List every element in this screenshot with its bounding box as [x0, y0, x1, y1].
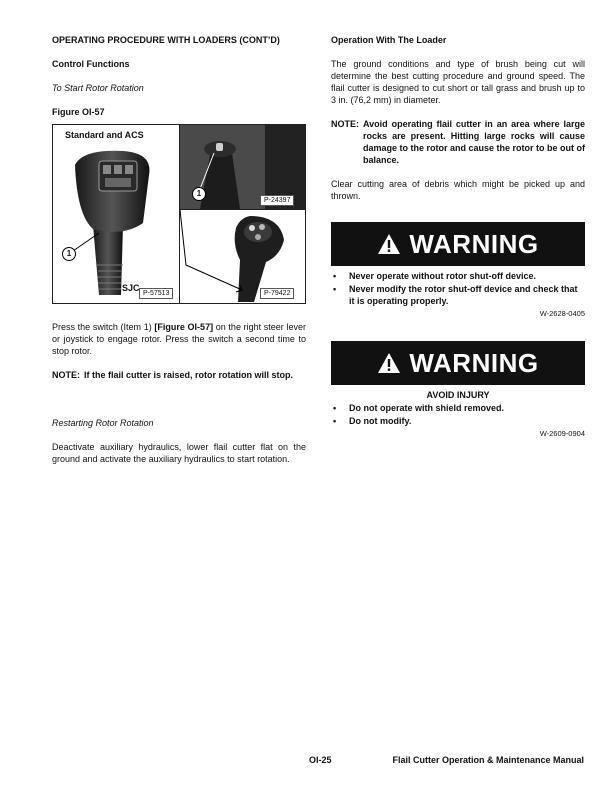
- figure-label-standard-acs: Standard and ACS: [65, 130, 144, 140]
- bullet-text: Do not operate with shield removed.: [349, 403, 505, 413]
- bullet-text: Never operate without rotor shut-off device.: [349, 271, 537, 281]
- press-text-a: Press the switch (Item 1): [52, 322, 155, 332]
- section-heading: OPERATING PROCEDURE WITH LOADERS (CONT’D): [52, 35, 280, 45]
- press-text-b: on the right steer lever or joystick to engage rotor. Press the switch a second time to stop rotor.: [52, 322, 306, 356]
- figure-title: Figure OI-57: [52, 107, 105, 117]
- warning-triangle-icon: [377, 233, 401, 255]
- bullet-text: Never modify the rotor shut-off device and check that it is operating properly.: [349, 284, 578, 306]
- figure-oi-57: [52, 124, 306, 304]
- warning-title: WARNING: [409, 348, 539, 378]
- warning-code: W-2609-0904: [539, 429, 585, 438]
- warning-bullet: • Never operate without rotor shut-off device.: [331, 270, 585, 282]
- bullet-text: Do not modify.: [349, 416, 412, 426]
- warning-box-1: [331, 222, 585, 319]
- standard-acs-photo: [53, 125, 180, 303]
- warning-bullet: • Do not modify.: [331, 415, 585, 427]
- figure-reference: [Figure OI-57]: [154, 322, 214, 332]
- clear-debris-paragraph: Clear cutting area of debris which might be picked up and thrown.: [331, 179, 585, 201]
- warning-header: [331, 222, 585, 266]
- note-tag: NOTE:: [52, 370, 80, 380]
- note-rotor-stop: [52, 369, 306, 381]
- manual-title: Flail Cutter Operation & Maintenance Manual: [392, 755, 584, 765]
- right-column: [331, 34, 585, 439]
- left-column: [52, 34, 306, 465]
- photo-code-p57513: P-57513: [139, 288, 173, 299]
- page-number: OI-25: [309, 755, 332, 765]
- warning-title: WARNING: [409, 229, 539, 259]
- note-tag: NOTE:: [331, 119, 359, 129]
- warning-box-2: [331, 341, 585, 439]
- warning-code: W-2628-0405: [539, 309, 585, 318]
- photo-code-p24397: P-24397: [260, 195, 294, 206]
- warning-subtitle: AVOID INJURY: [426, 390, 490, 400]
- operation-heading: Operation With The Loader: [331, 35, 447, 45]
- warning-header: [331, 341, 585, 385]
- warning-bullet: • Never modify the rotor shut-off device and check that it is operating properly.: [331, 283, 585, 307]
- restarting-subheading: Restarting Rotor Rotation: [52, 418, 154, 428]
- lever-handle-illustration: [53, 125, 179, 303]
- press-switch-paragraph: [52, 321, 306, 357]
- to-start-subheading: To Start Rotor Rotation: [52, 83, 144, 93]
- callout-1-standard: 1: [62, 247, 76, 261]
- restart-paragraph: Deactivate auxiliary hydraulics, lower flail cutter flat on the ground and activate the auxiliary hydraulics to start rotation.: [52, 442, 306, 464]
- control-functions-heading: Control Functions: [52, 59, 130, 69]
- note-text: If the flail cutter is raised, rotor rotation will stop.: [84, 370, 294, 380]
- callout-1-cab: 1: [192, 187, 206, 201]
- warning-triangle-icon: [377, 352, 401, 374]
- warning-bullet: • Do not operate with shield removed.: [331, 402, 585, 414]
- photo-code-p79422: P-79422: [260, 288, 294, 299]
- ground-conditions-paragraph: The ground conditions and type of brush being cut will determine the best cutting procedure and ground speed. The flail cutter is designed to cut short or tall grass and brush up to 3 in. (76,2 mm) in diameter.: [331, 59, 585, 105]
- cab-lever-photo: [180, 125, 305, 210]
- note-large-rocks: [331, 118, 585, 166]
- note-text: Avoid operating flail cutter in an area where large rocks are present. Hitting large rocks will cause damage to the rotor and cause the rotor to be out of balance.: [363, 119, 586, 165]
- figure-label-sjc: SJC: [122, 283, 140, 293]
